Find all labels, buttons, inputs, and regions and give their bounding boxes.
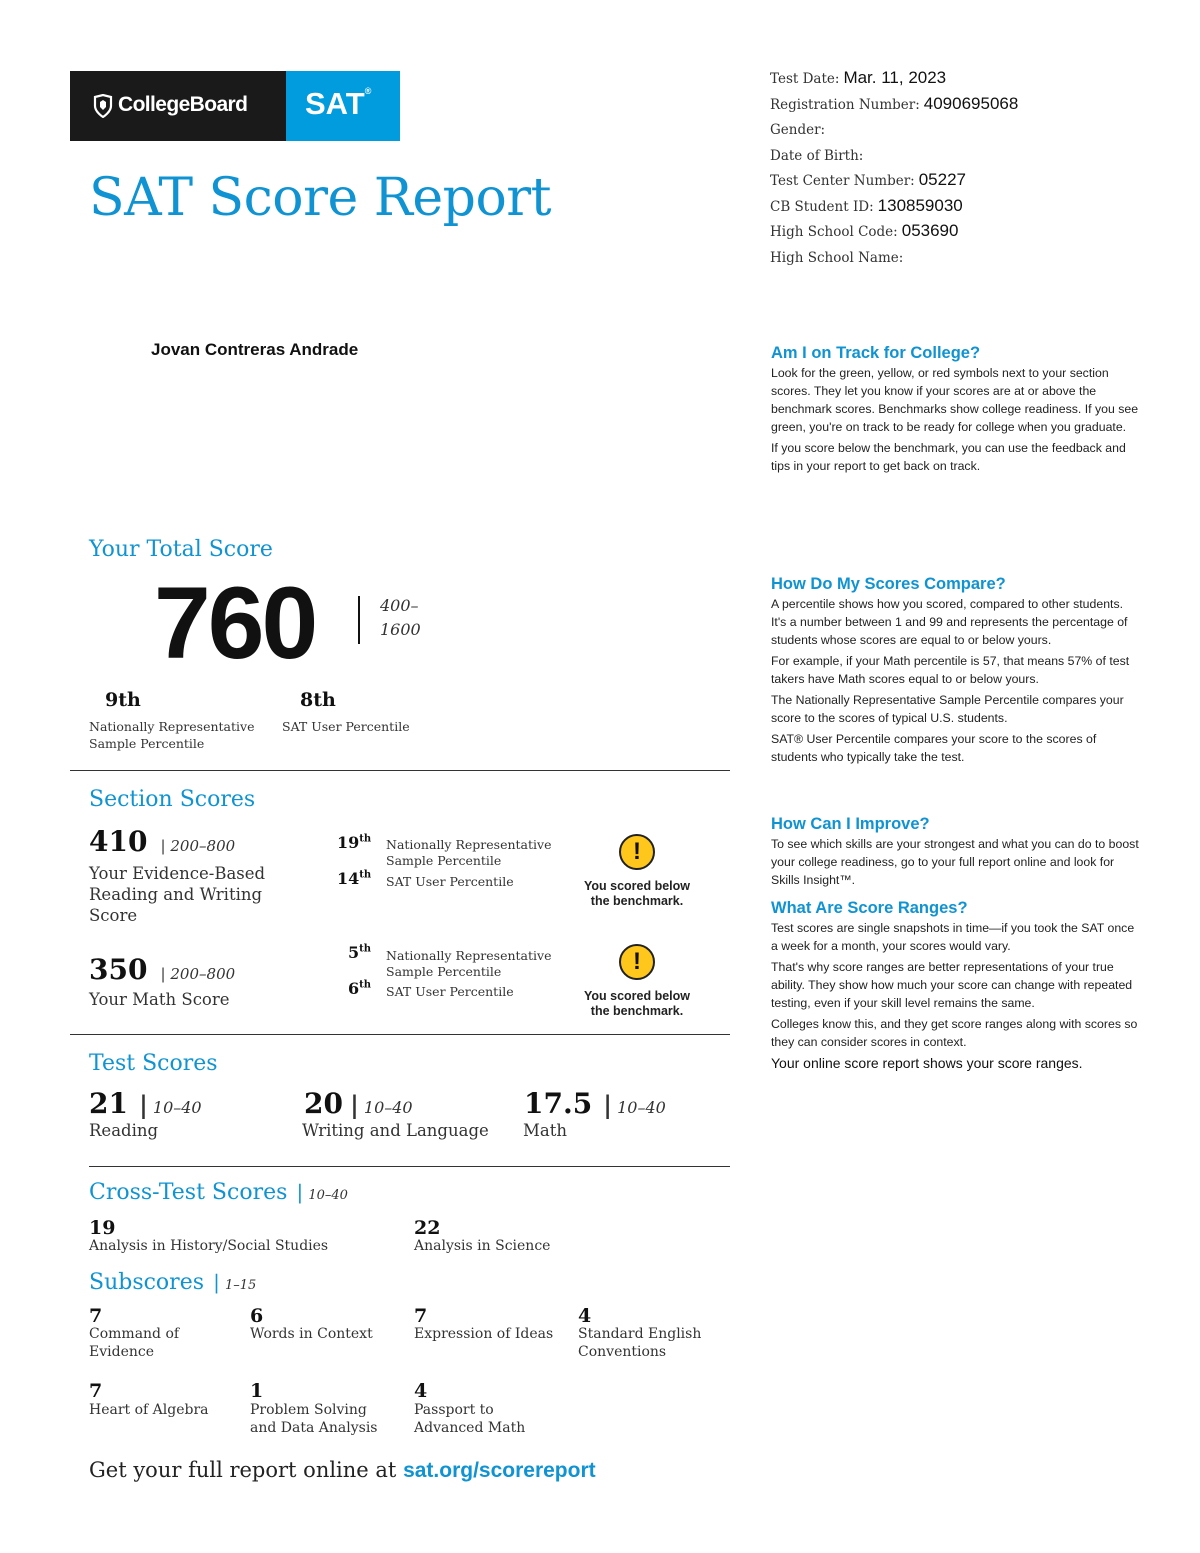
meta-value: 4090695068 — [923, 93, 1019, 113]
ranges-p1: Test scores are single snapshots in time—if you took the SAT once a week for a month, your scores would vary. — [771, 921, 1135, 953]
ebrw-range-text: 200–800 — [170, 837, 236, 855]
footer — [89, 1458, 596, 1483]
cross-label-history: Analysis in History/Social Studies — [89, 1238, 329, 1254]
warning-icon: ! — [619, 944, 655, 980]
subscore-label — [250, 1401, 377, 1437]
math-score-value: 350 — [89, 953, 148, 986]
subscore-label — [89, 1325, 179, 1361]
total-score-range — [380, 594, 440, 642]
test-range-text: 10–40 — [617, 1098, 666, 1117]
test-score-value: 20 — [304, 1087, 343, 1120]
compare-p2: For example, if your Math percentile is 57, that means 57% of test takers have Math scores equal to or below yours. — [771, 654, 1130, 686]
ebrw-nrs-percentile — [337, 833, 371, 852]
subscores-heading: Subscores | 1–15 — [89, 1270, 257, 1295]
compare-heading: How Do My Scores Compare? — [771, 575, 1006, 593]
ebrw-user-suffix: th — [359, 869, 372, 881]
section-scores-heading: Section Scores — [89, 787, 256, 812]
subscore-value: 4 — [414, 1380, 428, 1402]
ebrw-nrs-value: 19 — [337, 833, 360, 852]
sat-wordmark — [305, 86, 371, 122]
test-score-range: | 10–40 — [139, 1090, 202, 1119]
ebrw-user-label: SAT User Percentile — [386, 874, 514, 889]
divider — [70, 770, 730, 771]
meta-row — [770, 219, 1018, 245]
total-user-percentile — [300, 689, 336, 711]
test-range-text: 10–40 — [152, 1098, 202, 1117]
meta-label: High School Name: — [770, 249, 904, 266]
cross-label-science: Analysis in Science — [414, 1238, 551, 1254]
score-report-link[interactable]: sat.org/scorereport — [403, 1459, 596, 1482]
meta-label: Test Center Number: — [770, 173, 915, 189]
ebrw-label-line3: Score — [89, 906, 138, 925]
subscore-label-line2: Evidence — [89, 1344, 154, 1360]
ebrw-user-value: 14 — [337, 869, 360, 888]
test-range-text: 10–40 — [363, 1098, 413, 1117]
math-range-text: 200–800 — [170, 965, 236, 983]
acorn-shield-icon — [92, 94, 114, 118]
track-heading: Am I on Track for College? — [771, 344, 981, 362]
math-nrs-percentile — [348, 943, 371, 962]
meta-label: Test Date: — [770, 71, 840, 87]
subscore-label-line1: Problem Solving — [250, 1402, 367, 1418]
meta-value: 130859030 — [877, 195, 963, 215]
subscore-value: 4 — [578, 1305, 592, 1327]
meta-label: Date of Birth: — [770, 147, 864, 164]
subscore-label-line1: Standard English — [578, 1326, 702, 1342]
track-info — [771, 344, 1141, 478]
subscores-range: 1–15 — [224, 1278, 257, 1293]
test-score-value: 17.5 — [524, 1087, 593, 1120]
ranges-p4: Your online score report shows your score ranges. — [771, 1055, 1083, 1071]
ebrw-score-value: 410 — [89, 825, 148, 858]
improve-info — [771, 815, 1141, 892]
subscore-value: 1 — [250, 1380, 264, 1402]
subscore-value: 7 — [89, 1305, 103, 1327]
total-nrs-label-line2: Sample Percentile — [89, 736, 205, 751]
footer-text: Get your full report online at — [89, 1458, 397, 1482]
total-score-divider — [358, 596, 360, 644]
collegeboard-wordmark: CollegeBoard — [118, 93, 248, 116]
cross-score-history: 19 — [89, 1217, 116, 1239]
meta-row — [770, 66, 1018, 92]
math-nrs-label-line2: Sample Percentile — [386, 964, 502, 979]
math-nrs-label-line1: Nationally Representative — [386, 948, 552, 963]
math-label: Your Math Score — [89, 990, 230, 1009]
sat-wordmark-text: SAT — [305, 86, 365, 121]
test-scores-heading: Test Scores — [89, 1051, 218, 1076]
total-range-high: 1600 — [380, 620, 421, 639]
total-user-value: 8 — [300, 689, 314, 711]
math-user-suffix: th — [359, 979, 372, 991]
math-score — [89, 953, 235, 986]
meta-row — [770, 143, 1018, 169]
meta-label: Gender: — [770, 122, 826, 138]
math-nrs-suffix: th — [359, 943, 372, 955]
math-user-label: SAT User Percentile — [386, 984, 514, 999]
track-p1: Look for the green, yellow, or red symbols next to your section scores. They let you know if your scores are at or above the benchmark scores. Benchmarks show college readiness. If you see green, you're on track to be ready for college when you graduate. — [771, 366, 1139, 434]
divider — [70, 1034, 730, 1035]
subscore-value: 7 — [414, 1305, 428, 1327]
subscore-value: 6 — [250, 1305, 264, 1327]
compare-p1: A percentile shows how you scored, compared to other students. It's a number between 1 and 99 and represents the percentage of students whose scores are equal to or below yours. — [771, 597, 1128, 647]
subscore-label-line2: Conventions — [578, 1344, 667, 1360]
meta-label: High School Code: — [770, 224, 898, 240]
total-nrs-suffix: th — [118, 689, 141, 711]
meta-row — [770, 194, 1018, 220]
test-score-math — [524, 1087, 666, 1120]
ebrw-benchmark-note — [572, 879, 702, 909]
ranges-heading: What Are Score Ranges? — [771, 899, 968, 917]
math-user-value: 6 — [348, 979, 360, 998]
test-score-reading — [89, 1087, 202, 1120]
total-score-value: 760 — [154, 566, 316, 680]
total-user-label: SAT User Percentile — [282, 719, 410, 734]
subscore-label — [89, 1401, 209, 1419]
total-nrs-label-line1: Nationally Representative — [89, 719, 255, 734]
compare-p4: SAT® User Percentile compares your score to the scores of students who typically take the test. — [771, 732, 1097, 764]
ebrw-label-line2: Reading and Writing — [89, 885, 263, 904]
warning-icon: ! — [619, 834, 655, 870]
improve-heading: How Can I Improve? — [771, 815, 930, 833]
subscore-label-line2: Advanced Math — [414, 1420, 526, 1436]
ranges-p3: Colleges know this, and they get score ranges along with scores so they can consider scores in context. — [771, 1017, 1138, 1049]
math-score-range: | 200–800 — [160, 965, 236, 983]
subscore-label — [414, 1325, 553, 1343]
total-nrs-label — [89, 718, 254, 752]
subscore-value: 7 — [89, 1380, 103, 1402]
meta-row — [770, 92, 1018, 118]
test-score-writing — [304, 1087, 413, 1120]
cross-test-title: Cross-Test Scores — [89, 1180, 288, 1205]
ebrw-label-line1: Your Evidence-Based — [89, 864, 266, 883]
math-benchmark-note — [572, 989, 702, 1019]
ebrw-user-percentile — [337, 869, 371, 888]
subscore-label-line1: Expression of Ideas — [414, 1326, 554, 1342]
improve-p1: To see which skills are your strongest and what you can do to boost your college readiness, go to your full report online and look for Skills Insight™. — [771, 837, 1139, 887]
total-range-low: 400– — [380, 596, 419, 615]
total-score-heading: Your Total Score — [89, 537, 273, 562]
ebrw-benchmark-line1: You scored below — [583, 879, 691, 893]
cross-test-heading: Cross-Test Scores | 10–40 — [89, 1180, 348, 1205]
cross-test-range: 10–40 — [308, 1188, 348, 1203]
divider — [89, 1166, 730, 1167]
track-p2: If you score below the benchmark, you can use the feedback and tips in your report to get back on track. — [771, 441, 1126, 473]
subscore-label-line1: Command of — [89, 1326, 180, 1342]
ebrw-nrs-label-line2: Sample Percentile — [386, 853, 502, 868]
ranges-info — [771, 899, 1141, 1075]
meta-label: Registration Number: — [770, 96, 920, 113]
test-label-math: Math — [523, 1121, 567, 1140]
total-nrs-value: 9 — [105, 689, 119, 711]
ebrw-score — [89, 825, 235, 858]
meta-value: 053690 — [901, 221, 959, 240]
ebrw-benchmark-line2: the benchmark. — [590, 894, 684, 908]
subscore-label-line1: Words in Context — [250, 1326, 373, 1342]
ebrw-label — [89, 863, 265, 926]
registration-info — [770, 66, 1018, 270]
meta-value: Mar. 11, 2023 — [843, 68, 947, 87]
page-title: SAT Score Report — [89, 168, 552, 228]
test-score-range: | 10–40 — [350, 1090, 413, 1119]
cross-score-science: 22 — [414, 1217, 441, 1239]
ranges-p2: That's why score ranges are better representations of your true ability. They show how much your score can change with repeated testing, even if your skill level remains the same. — [771, 960, 1133, 1010]
subscore-label-line1: Passport to — [414, 1402, 494, 1418]
math-user-percentile — [348, 979, 371, 998]
ebrw-nrs-label-line1: Nationally Representative — [386, 837, 552, 852]
test-score-value: 21 — [89, 1087, 128, 1120]
total-nrs-percentile — [105, 689, 141, 711]
total-user-suffix: th — [313, 689, 336, 711]
subscore-label — [414, 1401, 525, 1437]
test-label-reading: Reading — [89, 1121, 159, 1140]
subscore-label-line1: Heart of Algebra — [89, 1402, 209, 1418]
ebrw-score-range: | 200–800 — [160, 837, 236, 855]
sat-trademark: ® — [364, 86, 372, 96]
ebrw-nrs-label — [386, 837, 551, 869]
meta-row — [770, 117, 1018, 143]
test-score-range: | 10–40 — [603, 1090, 666, 1119]
compare-info — [771, 575, 1141, 769]
subscore-label-line2: and Data Analysis — [250, 1420, 378, 1436]
compare-p3: The Nationally Representative Sample Percentile compares your score to the scores of typical U.S. students. — [771, 693, 1124, 725]
math-benchmark-line2: the benchmark. — [590, 1004, 684, 1018]
meta-row — [770, 245, 1018, 271]
student-name: Jovan Contreras Andrade — [151, 340, 359, 359]
meta-value: 05227 — [918, 170, 966, 189]
subscores-title: Subscores — [89, 1270, 205, 1295]
math-benchmark-line1: You scored below — [583, 989, 691, 1003]
meta-label: CB Student ID: — [770, 198, 874, 215]
math-nrs-value: 5 — [348, 943, 360, 962]
subscore-label — [250, 1325, 373, 1343]
test-label-writing: Writing and Language — [302, 1121, 489, 1140]
math-nrs-label — [386, 948, 551, 980]
subscore-label — [578, 1325, 701, 1361]
ebrw-nrs-suffix: th — [359, 833, 372, 845]
meta-row — [770, 168, 1018, 194]
